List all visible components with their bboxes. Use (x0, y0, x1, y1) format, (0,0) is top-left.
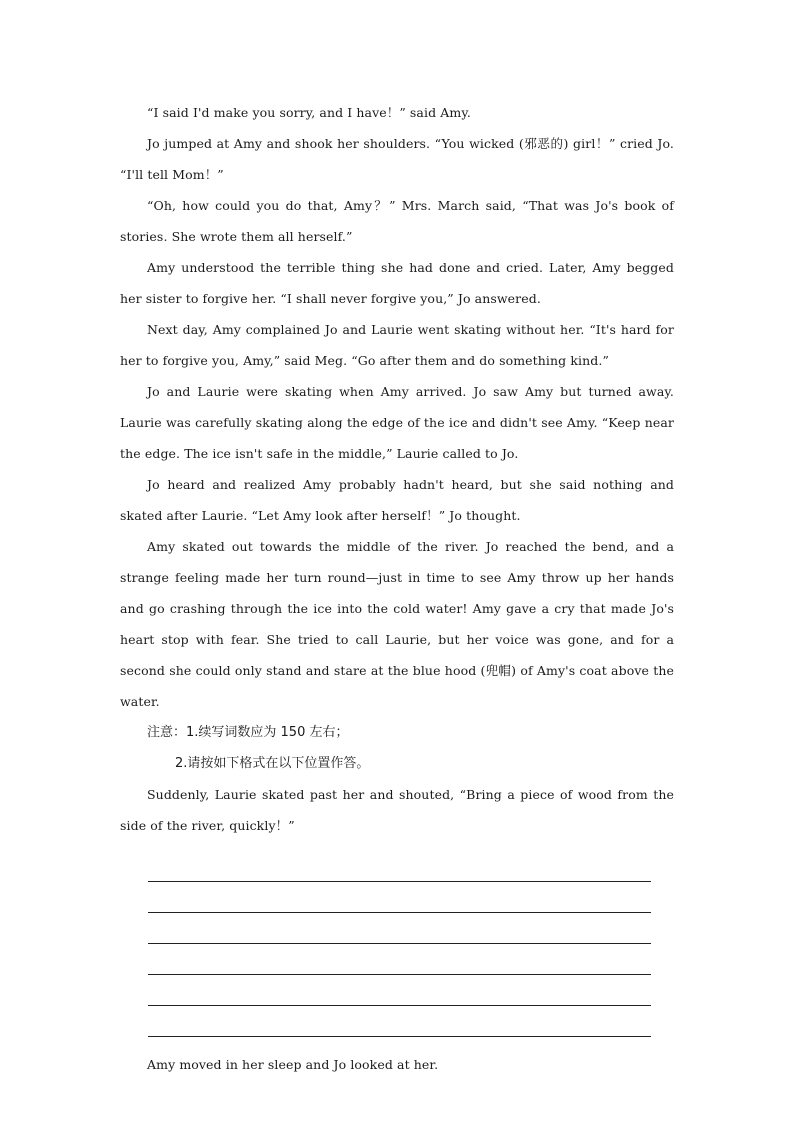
instruction-note-2: 2.请按如下格式在以下位置作答。 (175, 756, 370, 771)
story-paragraph-4: Amy understood the terrible thing she had done and cried. Later, Amy begged her sister to forgive her. “I shall never forgive you,” Jo answered. (120, 260, 674, 306)
answer-line[interactable] (148, 975, 651, 1006)
continuation-closing: Amy moved in her sleep and Jo looked at her. (147, 1057, 439, 1072)
story-paragraph-3: “Oh, how could you do that, Amy？” Mrs. March said, “That was Jo's book of stories. She wrote them all herself.” (120, 198, 674, 244)
story-paragraph-8: Amy skated out towards the middle of the river. Jo reached the bend, and a strange feeling made her turn round—just in time to see Amy throw up her hands and go crashing through the ice into the cold water! Amy gave a cry that made Jo's heart stop with fear. She tried to call Laurie, but her voice was gone, and for a second she could only stand and stare at the blue hood (兜帽) of Amy's coat above the water. (120, 539, 674, 709)
story-paragraph-7: Jo heard and realized Amy probably hadn't heard, but she said nothing and skated after Laurie. “Let Amy look after herself！” Jo thought. (120, 477, 674, 523)
instruction-note-1: 注意：1.续写词数应为 150 左右； (147, 725, 349, 740)
answer-line[interactable] (148, 944, 651, 975)
story-paragraph-1: “I said I'd make you sorry, and I have！” said Amy. (147, 105, 471, 120)
story-paragraph-2: Jo jumped at Amy and shook her shoulders. “You wicked (邪恶的) girl！” cried Jo. “I'll tell Mom！” (120, 136, 674, 182)
answer-lines (120, 851, 674, 1037)
answer-line[interactable] (148, 882, 651, 913)
document-body (120, 97, 674, 1080)
answer-line[interactable] (148, 851, 651, 882)
story-paragraph-5: Next day, Amy complained Jo and Laurie went skating without her. “It's hard for her to forgive you, Amy,” said Meg. “Go after them and do something kind.” (120, 322, 674, 368)
answer-line[interactable] (148, 913, 651, 944)
continuation-opening: Suddenly, Laurie skated past her and shouted, “Bring a piece of wood from the side of the river, quickly！” (120, 787, 674, 833)
story-paragraph-6: Jo and Laurie were skating when Amy arrived. Jo saw Amy but turned away. Laurie was carefully skating along the edge of the ice and didn't see Amy. “Keep near the edge. The ice isn't safe in the middle,” Laurie called to Jo. (120, 384, 674, 461)
answer-line[interactable] (148, 1006, 651, 1037)
